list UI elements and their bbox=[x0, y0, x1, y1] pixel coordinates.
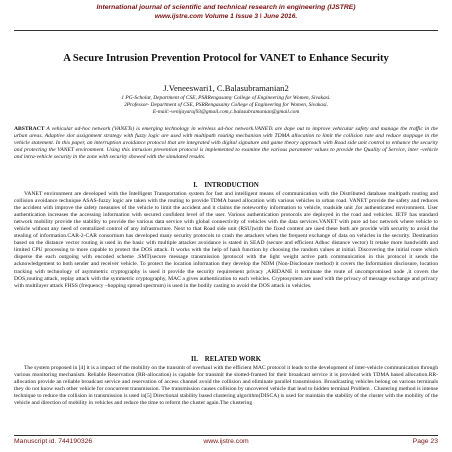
manuscript-id: Manuscript id. 744190326 bbox=[14, 438, 93, 445]
related-work-text bbox=[14, 365, 438, 407]
section-title-related-work: II. RELATED WORK bbox=[191, 356, 261, 363]
abstract-label: ABSTRACT bbox=[14, 126, 45, 132]
abstract bbox=[14, 126, 438, 161]
journal-name: International journal of scientific and technical research in engineering (IJSTRE) bbox=[96, 4, 356, 11]
journal-url: www.ijstre.com bbox=[203, 438, 249, 445]
introduction-text bbox=[14, 191, 438, 290]
section-title-introduction: I. INTRODUCTION bbox=[193, 182, 259, 189]
footer-rule bbox=[14, 435, 438, 436]
affiliation-2: 2Professor- Department of CSE, PSRRengasamy College of Engineering for Women, Sivakasi. bbox=[124, 102, 328, 108]
introduction-paragraph: VANET environment are developed with the Intelligent Transportation system for fast and intelligent means of communication with the Distributed database multipath routing and collision avoidance technique ASAS-fuzzy logic are taken with the routing to provide TDMA based allocation with various vehicles in urban road. VANET provide the safety and reduces the accident with improve the safety measures of the vehicle to limit the accident and it claims the noteworthy information to vehicle, roadside unit ,for authenticated environment. User authentication increases the accessing information with secured confident level of the user. Various authentication protocols are deployed in the road and vehicles. IETF has standard network mobility provide the stability to provide the various data service with global connectivity of vehicles with the data services.VANET with pure ad hoc network where vehicle to vehicle without any need of centralized control of any infrastructure. Next to that Road side unit (RSU)with the fixed content are used these both are provide with security to avoid the stealing of information.CAR-2-CAR consortium has developed many security protocols to crash the attackers when the frequent exchange of data on vehicles in the security. Destination based on the distance vector routing is used in the basic with multiple attacker avoidance is stated in SEAD (secure and efficient Adhoc distance vector) It retake more bandwidth and limited CPU processing to more capable to protect the DOS attack. It works with the help of hash function by choosing the random values at initial. Discovering the initial route which disperse the each outgoing with encoded scheme .SMT(secure message transmission )protocol with the light weight active path communication in this protocol it sends the acknowledgement to both sender and receiver vehicle. To protect the location information they develop the NDM (Non-Disclosure method) it covers the Information disclosure, location tracking with technology of asymmetric cryptography is used it provide the security requirement privacy ,ARIDANE it terminate the route of uncompromised node ,it covers the DOS,routing attack, replay attack with the symmetric cryptography, MAC a gives authentication to each vehicles. Cryptosystem are used with the privacy of message exchange and privacy with multilayer attack FHSS (frequency –hopping spread spectrum) is used in the bodily casting to avoid the DOS attack in vehicles. bbox=[14, 191, 438, 289]
related-work-paragraph: The system proposed in [4] it is a impact of the mobility on the transmit of overhaul with the efficient MAC protocol it leads to the development of inter-vehicle communication through various monitoring mechanism. Reliable Reservation (RR-allocation) is capable for transmit the slotted-framed for their broadcast service it is provided with TDMA based allocation.RR-allocation provide an reliable broadcast service and reservation of access channel avoid the collision and eliminate parallel transmission. Broadcasting vehicles belong on various terminals they do not know each other vehicle for concurrent transmission. The transmission causes collision by uncovered vehicle that lead to hidden terminal Problem . Clustering method is intense technique to reduce the collision in transmission is used in[5] Directional stability based clustering algorithm(DISCA) is used for maintain the stability of the cluster with the mobility of the vehicle and direction of mobility in vehicles and reduce the time to reform the cluster again.The clustering bbox=[14, 365, 438, 407]
journal-volume-line: www.ijstre.com Volume 1 Issue 3 ǀ June 2016. bbox=[154, 13, 298, 20]
author-emails: E-mail:-venijayaraj93@gmail.com,c.balasubramanian@gmail.com bbox=[152, 109, 300, 115]
paper-title: A Secure Intrusion Prevention Protocol for VANET to Enhance Security bbox=[63, 53, 389, 64]
affiliations bbox=[14, 95, 438, 116]
header-rule bbox=[14, 30, 438, 31]
abstract-text: A vehicular ad-hoc network (VANETs) is emerging technology in wireless ad-hoc network.VANETs are dope out to improve vehicular safety and manage the traffic in the urban areas. Adaptive slot assignment strategy with fuzzy logic are used with multipath routing mechanism with TDMA allocation to limit the collision rate and reduce stoppage in the vehicle statement. In this paper, an interruption avoidance protocol that are integrated with digital signature and game theory approach with Road side unit control to enhance the security and protecting the VANET environment. Using this intrusion prevention protocol is implemented to examine the various parameter values to provide the Quality of Service, inter -vehicle and intra-vehicle security in the zone with security showed with the simulated results. bbox=[14, 126, 438, 161]
journal-header bbox=[14, 3, 438, 33]
paper-authors: J.Veneeswari1, C.Balasubramanian2 bbox=[163, 83, 289, 93]
page-number: Page 23 bbox=[412, 438, 438, 445]
affiliation-1: 1 PG-Scholar, Department of CSE, PSRRengasamy College of Engineering for Women, Sivakasi. bbox=[121, 95, 331, 101]
